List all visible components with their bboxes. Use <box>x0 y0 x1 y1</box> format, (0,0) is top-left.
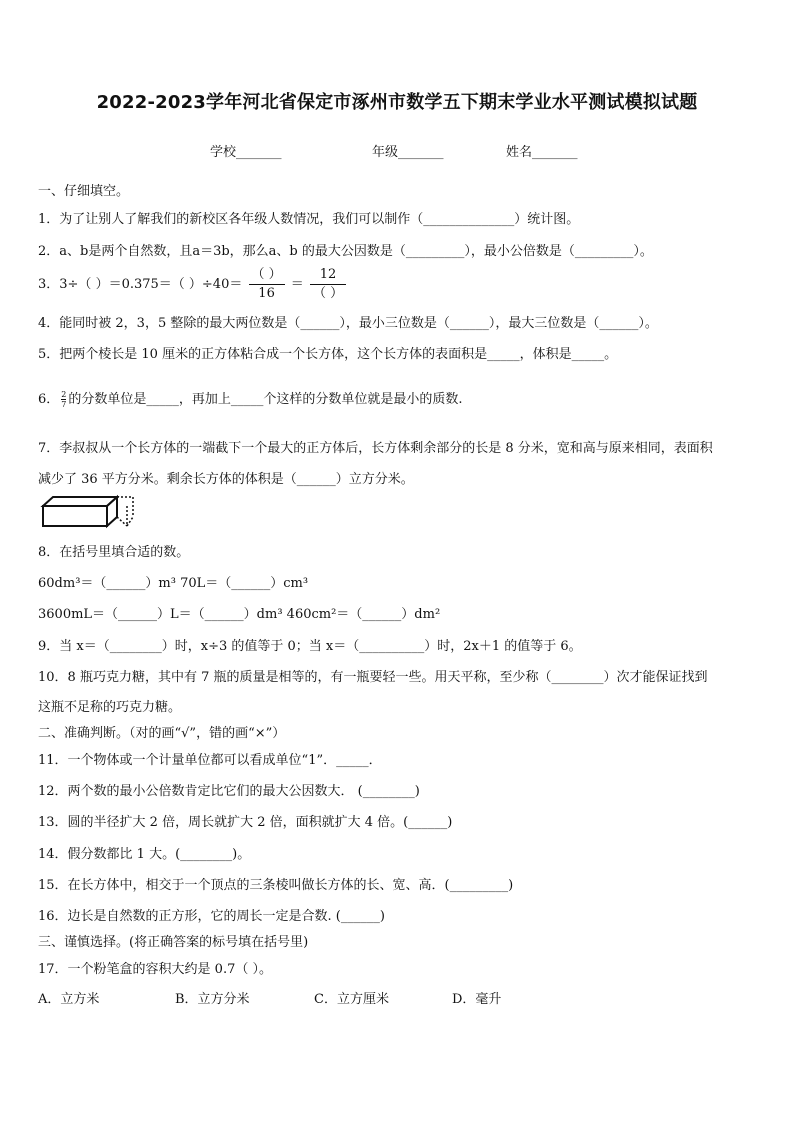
fraction-denominator: 7 <box>61 400 67 409</box>
fraction-2-numerator: 12 <box>310 266 346 285</box>
option-a[interactable]: A．立方米 <box>38 992 100 1007</box>
section-fill-in: 一、仔细填空。 <box>38 184 130 199</box>
page-title: 2022-2023学年河北省保定市涿州市数学五下期末学业水平测试模拟试题 <box>96 92 698 113</box>
question-8: 8．在括号里填合适的数。 <box>38 545 190 560</box>
question-1: 1．为了让别人了解我们的新校区各年级人数情况，我们可以制作（______________）统计图。 <box>38 212 580 227</box>
question-2: 2．a、b是两个自然数，且a＝3b，那么a、b 的最大公因数是（_________），最小公倍数是（_________）。 <box>38 244 653 259</box>
question-16: 16．边长是自然数的正方形，它的周长一定是合数. (______) <box>38 909 385 924</box>
question-17: 17．一个粉笔盒的容积大约是 0.7（ ）。 <box>38 962 272 977</box>
school-field: 学校_______ <box>210 145 282 160</box>
question-7-line-2: 减少了 36 平方分米。剩余长方体的体积是（______）立方分米。 <box>38 472 414 487</box>
equals-sign: ＝ <box>290 277 304 292</box>
fraction-numerator: 2 <box>61 390 67 399</box>
question-8-line-1: 60dm³＝（______）m³ 70L＝（______）cm³ <box>38 576 309 591</box>
question-6 <box>38 388 463 409</box>
question-3-text: 3．3÷（ ）＝0.375＝（ ）÷40＝ <box>38 277 243 292</box>
question-3-fraction-1 <box>249 266 285 303</box>
question-13: 13．圆的半径扩大 2 倍，周长就扩大 2 倍，面积就扩大 4 倍。(______) <box>38 815 453 830</box>
fraction-1-denominator: 16 <box>258 286 275 301</box>
question-6-fraction <box>61 390 66 409</box>
question-11: 11．一个物体或一个计量单位都可以看成单位“1”．_____． <box>38 753 382 768</box>
grade-field: 年级_______ <box>372 145 444 160</box>
option-d[interactable]: D．毫升 <box>452 992 502 1007</box>
name-field: 姓名_______ <box>506 145 578 160</box>
question-6-text: 的分数单位是_____，再加上_____个这样的分数单位就是最小的质数. <box>68 392 463 407</box>
question-14: 14．假分数都比 1 大。(________)。 <box>38 847 251 862</box>
question-4: 4．能同时被 2，3，5 整除的最大两位数是（______），最小三位数是（______），最大三位数是（______）。 <box>38 316 658 331</box>
question-10-line-1: 10．8 瓶巧克力糖，其中有 7 瓶的质量是相等的，有一瓶要轻一些。用天平称，至少称（________）次才能保证找到 <box>38 670 708 685</box>
question-12: 12．两个数的最小公倍数肯定比它们的最大公因数大． (________) <box>38 784 420 799</box>
cuboid-figure <box>40 494 140 530</box>
question-3 <box>38 266 348 303</box>
question-8-line-2: 3600mL＝（______）L＝（______）dm³ 460cm²＝（______）dm² <box>38 607 441 622</box>
question-7-line-1: 7．李叔叔从一个长方体的一端截下一个最大的正方体后，长方体剩余部分的长是 8 分米，宽和高与原来相同，表面积 <box>38 441 713 456</box>
option-b[interactable]: B．立方分米 <box>175 992 250 1007</box>
question-15: 15．在长方体中，相交于一个顶点的三条棱叫做长方体的长、宽、高．(_________) <box>38 878 514 893</box>
question-3-fraction-2 <box>310 266 346 303</box>
fraction-2-denominator: （ ） <box>312 286 344 301</box>
question-6-number: 6． <box>38 392 60 407</box>
fraction-1-numerator: （ ） <box>249 266 285 285</box>
question-9: 9．当 x＝（________）时，x÷3 的值等于 0；当 x＝（__________）时，2x＋1 的值等于 6。 <box>38 639 582 654</box>
question-10-line-2: 这瓶不足称的巧克力糖。 <box>38 700 182 715</box>
section-multiple-choice: 三、谨慎选择。(将正确答案的标号填在括号里) <box>38 935 309 950</box>
option-c[interactable]: C．立方厘米 <box>314 992 389 1007</box>
question-5: 5．把两个棱长是 10 厘米的正方体粘合成一个长方体，这个长方体的表面积是_____，体积是_____。 <box>38 347 618 362</box>
section-true-false: 二、准确判断。（对的画“√”，错的画“×”） <box>38 726 286 741</box>
